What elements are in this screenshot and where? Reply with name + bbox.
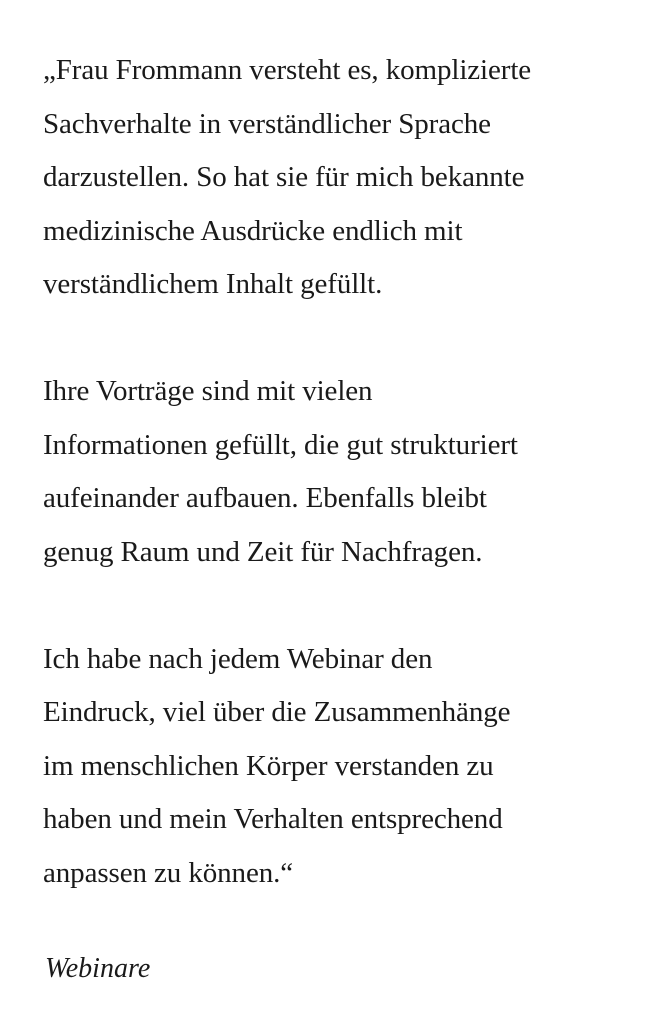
quote-paragraph-3 [43,633,643,901]
quote-line: Ihre Vorträge sind mit vielen [43,375,373,407]
quote-line: Eindruck, viel über die Zusammenhänge [43,696,511,728]
quote-line: verständlichem Inhalt gefüllt. [43,268,383,300]
quote-line: aufeinander aufbauen. Ebenfalls bleibt [43,482,487,514]
quote-line: „Frau Frommann versteht es, komplizierte [43,54,532,86]
quote-line: Ich habe nach jedem Webinar den [43,642,433,675]
quote-line: haben und mein Verhalten entsprechend [43,803,503,835]
quote-line: Sachverhalte in verständlicher Sprache [43,107,491,140]
quote-paragraph-1 [43,44,643,312]
quote-line: Informationen gefüllt, die gut strukturiert [43,428,518,461]
testimonial-quote [43,44,643,954]
testimonial-source: Webinare [45,953,151,984]
quote-line: darzustellen. So hat sie für mich bekannte [43,161,525,193]
quote-line: anpassen zu können.“ [43,856,294,889]
quote-line: medizinische Ausdrücke endlich mit [43,214,463,247]
quote-paragraph-2 [43,365,643,579]
quote-line: genug Raum und Zeit für Nachfragen. [43,535,483,568]
quote-line: im menschlichen Körper verstanden zu [43,749,494,782]
